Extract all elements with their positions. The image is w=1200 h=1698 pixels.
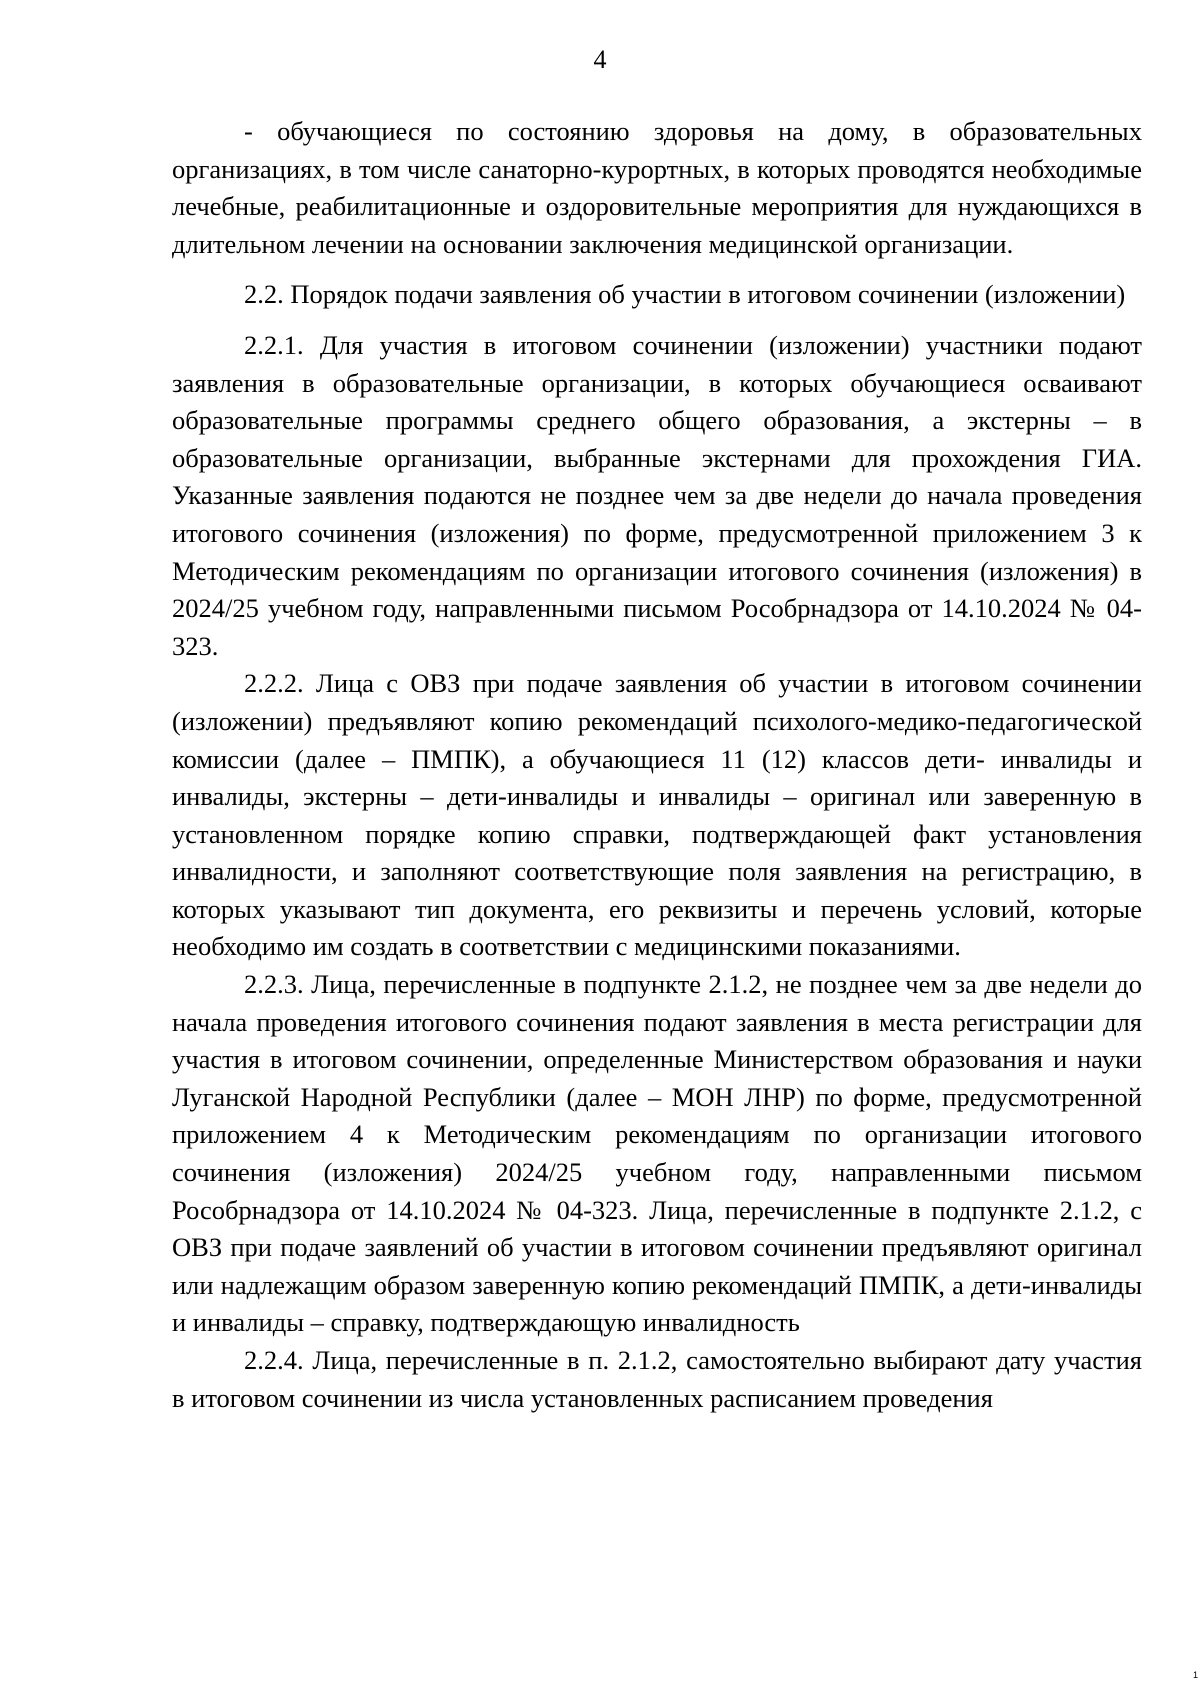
paragraph-2-2-4: 2.2.4. Лица, перечисленные в п. 2.1.2, самостоятельно выбирают дату участия в итоговом сочинении из числа установленных расписанием проведения	[172, 1345, 1142, 1413]
edge-mark: 1	[1192, 1670, 1198, 1680]
paragraph-2-2-2: 2.2.2. Лица с ОВЗ при подаче заявления об участии в итоговом сочинении (изложении) предъявляют копию рекомендаций психолого-медико-педагогической комиссии (далее – ПМПК), а обучающиеся 11 (12) классов дети- инвалиды и инвалиды, экстерны – дети-инвалиды и инвалиды – оригинал или заверенную в установленном порядке копию справки, подтверждающей факт установления инвалидности, и заполняют соответствующие поля заявления на регистрацию, в которых указывают тип документа, его реквизиты и перечень условий, которые необходимо им создать в соответствии с медицинскими показаниями.	[172, 668, 1142, 962]
paragraph-2-2-1: 2.2.1. Для участия в итоговом сочинении (изложении) участники подают заявления в образовательные организации, в которых обучающиеся осваивают образовательные программы среднего общего образования, а экстерны – в образовательные организации, выбранные экстернами для прохождения ГИА. Указанные заявления подаются не позднее чем за две недели до начала проведения итогового сочинения (изложения) по форме, предусмотренной приложением 3 к Методическим рекомендациям по организации итогового сочинения (изложения) в 2024/25 учебном году, направленными письмом Рособрнадзора от 14.10.2024 № 04-323.	[172, 329, 1142, 661]
page-number: 4	[593, 45, 607, 74]
section-heading-2-2: 2.2. Порядок подачи заявления об участии в итоговом сочинении (изложении)	[244, 279, 1126, 310]
document-body	[172, 113, 1142, 1417]
paragraph-home-schooled-students: - обучающиеся по состоянию здоровья на дому, в образовательных организациях, в том числе санаторно-курортных, в которых проводятся необходимые лечебные, реабилитационные и оздоровительные мероприятия для нуждающихся в длительном лечении на основании заключения медицинской организации.	[172, 116, 1142, 259]
paragraph-2-2-3: 2.2.3. Лица, перечисленные в подпункте 2.1.2, не позднее чем за две недели до начала проведения итогового сочинения подают заявления в места регистрации для участия в итоговом сочинении, определенные Министерством образования и науки Луганской Народной Республики (далее – МОН ЛНР) по форме, предусмотренной приложением 4 к Методическим рекомендациям по организации итогового сочинения (изложения) 2024/25 учебном году, направленными письмом Рособрнадзора от 14.10.2024 № 04-323. Лица, перечисленные в подпункте 2.1.2, с ОВЗ при подаче заявлений об участии в итоговом сочинении предъявляют оригинал или надлежащим образом заверенную копию рекомендаций ПМПК, а дети-инвалиды и инвалиды – справку, подтверждающую инвалидность	[172, 969, 1142, 1338]
